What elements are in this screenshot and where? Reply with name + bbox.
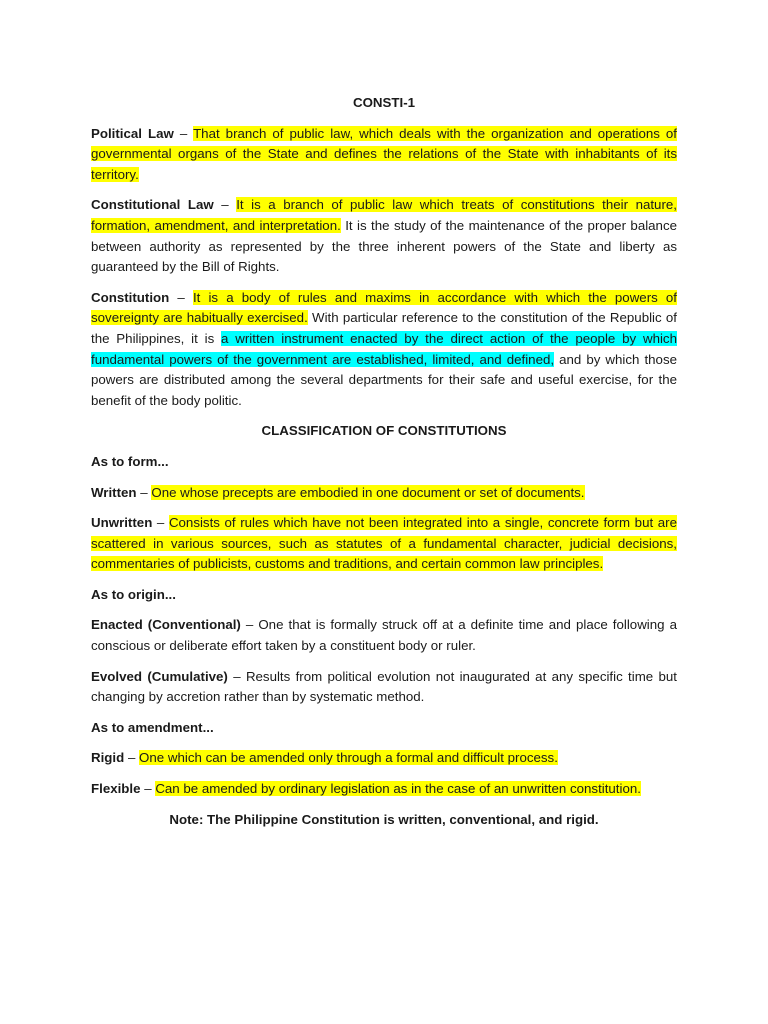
dash: –	[152, 515, 169, 531]
rigid-paragraph	[91, 748, 677, 769]
constitution-definition: It is a body of rules and maxims in accordance with which the powers of sovereignty are habitually exercised.	[91, 289, 677, 326]
written-paragraph	[91, 483, 677, 504]
enacted-paragraph	[91, 615, 677, 656]
dash: –	[136, 484, 152, 500]
unwritten-term: Unwritten	[91, 515, 153, 531]
dash: –	[213, 197, 237, 213]
constitutional-law-rest: It is the study of the maintenance of the proper balance between authority as represented by the three inherent powers of the State and liberty as guaranteed by the Bill of Rights.	[91, 217, 677, 275]
constitution-mid: With particular reference to the constitution of the Republic of the Philippines, it is	[91, 310, 677, 346]
evolved-paragraph	[91, 667, 677, 708]
constitution-term: Constitution	[91, 289, 170, 305]
constitutional-law-definition: It is a branch of public law which treats of constitutions their nature, formation, amendment, and interpretation.	[91, 197, 677, 233]
flexible-paragraph	[91, 779, 677, 800]
evolved-term: Evolved (Cumulative)	[91, 668, 228, 684]
document-body	[91, 93, 677, 830]
dash: –	[169, 289, 193, 305]
constitution-rest: and by which those powers are distributed among the several departments for their safe and useful exercise, for the benefit of the body politic.	[91, 351, 677, 408]
unwritten-paragraph	[91, 513, 677, 575]
political-law-definition: That branch of public law, which deals with the organization and operations of governmental organs of the State and defines the relations of the State with inhabitants of its territory.	[91, 125, 677, 182]
dash: –	[240, 617, 259, 633]
flexible-definition: Can be amended by ordinary legislation as in the case of an unwritten constitution.	[155, 781, 641, 797]
constitution-ph-definition: a written instrument enacted by the direct action of the people by which fundamental powers of the government are established, limited, and defined,	[91, 330, 677, 367]
as-to-origin-heading	[91, 585, 677, 606]
as-to-form-heading	[91, 452, 677, 473]
constitutional-law-paragraph	[91, 195, 677, 277]
classification-heading: CLASSIFICATION OF CONSTITUTIONS	[261, 423, 507, 439]
dash: –	[227, 668, 246, 684]
evolved-definition: Results from political evolution not inaugurated at any specific time but changing by accretion rather than by systematic method.	[91, 668, 677, 705]
rigid-term: Rigid	[91, 750, 125, 766]
constitutional-law-term: Constitutional Law	[91, 197, 214, 213]
dash: –	[173, 125, 194, 141]
enacted-definition: One that is formally struck off at a definite time and place following a conscious or deliberate effort taken by a constituent body or ruler.	[91, 617, 677, 654]
as-to-origin-label: As to origin...	[91, 586, 176, 602]
constitution-paragraph	[91, 288, 677, 412]
written-definition: One whose precepts are embodied in one document or set of documents.	[151, 484, 585, 500]
dash: –	[124, 750, 140, 766]
dash: –	[140, 781, 156, 797]
unwritten-definition: Consists of rules which have not been integrated into a single, concrete form but are scattered in various sources, such as statutes of a fundamental character, judicial decisions, commentaries of publicists, customs and traditions, and certain common law principles.	[91, 515, 677, 572]
as-to-amendment-heading	[91, 718, 677, 739]
note: Note: The Philippine Constitution is written, conventional, and rigid.	[169, 811, 599, 827]
written-term: Written	[91, 484, 137, 500]
document-title: CONSTI-1	[352, 95, 416, 110]
political-law-paragraph	[91, 124, 677, 186]
as-to-amendment-label: As to amendment...	[91, 719, 214, 735]
flexible-term: Flexible	[91, 781, 141, 797]
enacted-term: Enacted (Conventional)	[91, 617, 241, 633]
rigid-definition: One which can be amended only through a formal and difficult process.	[139, 750, 558, 766]
political-law-term: Political Law	[91, 125, 174, 141]
as-to-form-label: As to form...	[91, 453, 169, 469]
